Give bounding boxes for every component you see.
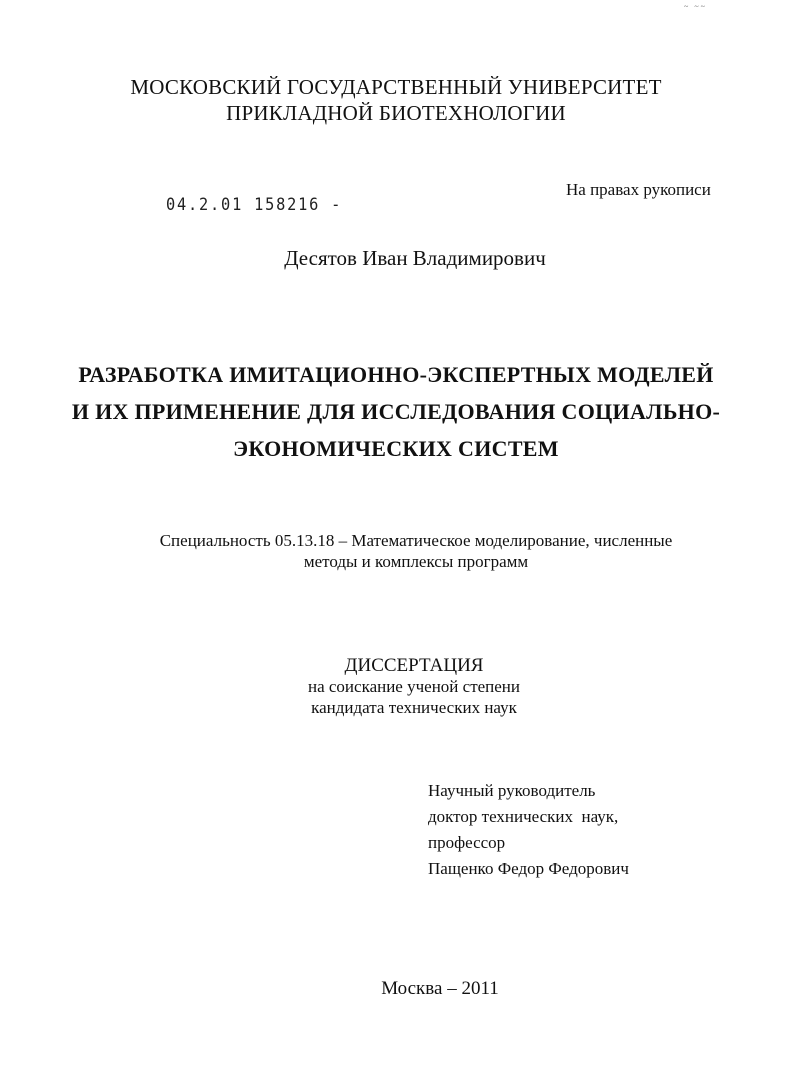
title-line-1: РАЗРАБОТКА ИМИТАЦИОННО-ЭКСПЕРТНЫХ МОДЕЛЕЙ — [78, 362, 714, 387]
author-name: Десятов Иван Владимирович — [284, 246, 546, 270]
dissertation-heading: ДИССЕРТАЦИЯ — [344, 655, 484, 676]
advisor-role: Научный руководитель — [428, 781, 596, 800]
title-line-2: И ИХ ПРИМЕНЕНИЕ ДЛЯ ИССЛЕДОВАНИЯ СОЦИАЛЬНО- — [71, 399, 721, 424]
advisor-rank: профессор — [428, 833, 506, 852]
scan-mark: ~ ~~ — [684, 2, 707, 11]
scientific-advisor — [428, 778, 629, 882]
library-stamp: 04.2.01 158216 - — [166, 195, 343, 215]
city-year: Москва – 2011 — [381, 978, 499, 999]
dissertation-block — [18, 655, 792, 718]
advisor-degree: доктор технических наук, — [428, 807, 619, 826]
university-line-1: МОСКОВСКИЙ ГОСУДАРСТВЕННЫЙ УНИВЕРСИТЕТ — [130, 75, 662, 99]
specialty-line-1: Специальность 05.13.18 – Математическое моделирование, численные — [159, 531, 673, 550]
specialty-line-2: методы и комплексы программ — [303, 552, 529, 571]
manuscript-rights: На правах рукописи — [566, 180, 711, 199]
specialty — [20, 530, 792, 572]
dissertation-title — [0, 356, 792, 467]
university-name — [0, 74, 792, 126]
advisor-name: Пащенко Федор Федорович — [428, 859, 629, 878]
title-line-3: ЭКОНОМИЧЕСКИХ СИСТЕМ — [233, 436, 559, 461]
university-line-2: ПРИКЛАДНОЙ БИОТЕХНОЛОГИИ — [226, 101, 566, 125]
degree-line-1: на соискание ученой степени — [307, 677, 521, 696]
degree-line-2: кандидата технических наук — [311, 698, 517, 717]
